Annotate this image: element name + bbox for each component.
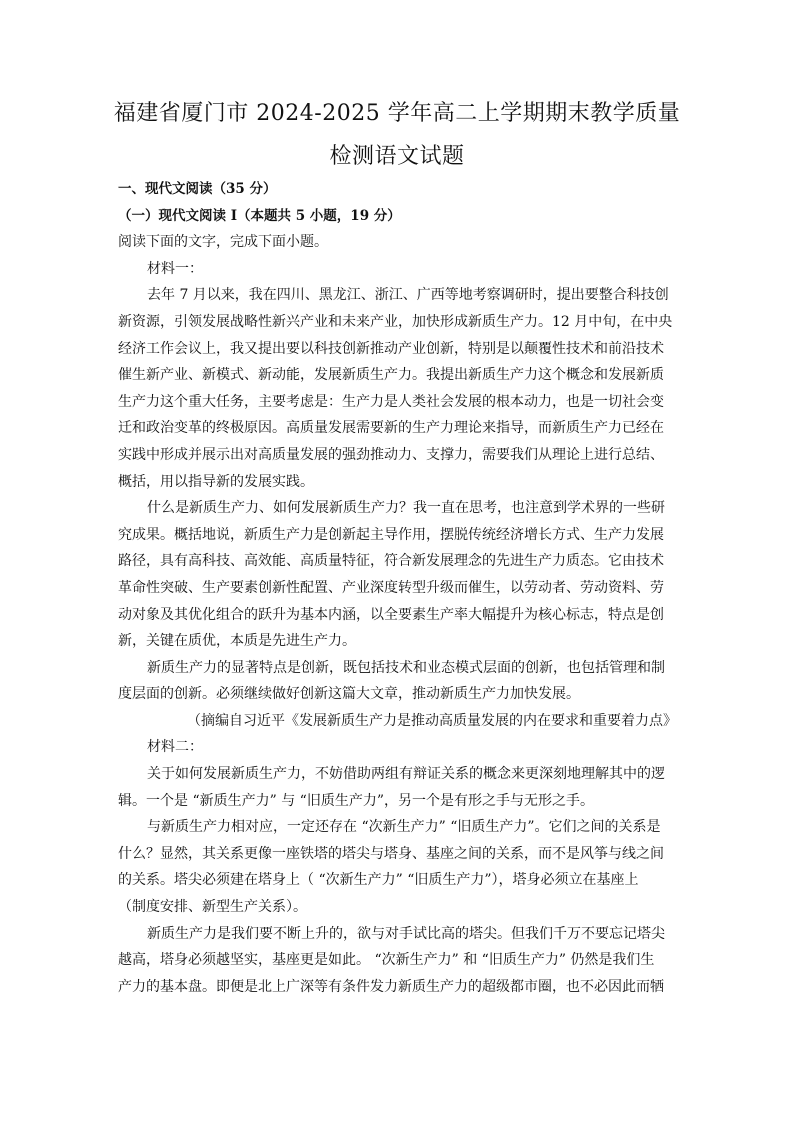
paragraph-line: 路径，具有高科技、高效能、高质量特征，符合新发展理念的先进生产力质态。它由技术 [118,553,664,570]
paragraph-line: 生产力这个重大任务，主要考虑是：生产力是人类社会发展的根本动力，也是一切社会变 [118,393,664,410]
paragraph-line: 催生新产业、新模式、新动能，发展新质生产力。我提出新质生产力这个概念和发展新质 [118,367,664,384]
paragraph-line: 越高，塔身必须越坚实，基座更是如此。 “次新生产力” 和 “旧质生产力” 仍然是我们生 [118,952,655,969]
instruction-text: 阅读下面的文字，完成下面小题。 [118,234,328,251]
paragraph-line: 新质生产力的显著特点是创新，既包括技术和业态模式层面的创新，也包括管理和制 [147,659,665,676]
document-title-line-2: 检测语文试题 [329,144,465,169]
paragraph-line: 什么？显然，其关系更像一座铁塔的塔尖与塔身、基座之间的关系，而不是风筝与线之间 [118,845,664,862]
paragraph-line: 什么是新质生产力、如何发展新质生产力？我一直在思考，也注意到学术界的一些研 [147,500,665,517]
material-label: 材料二： [147,739,203,756]
paragraph-line: 去年 7 月以来，我在四川、黑龙江、浙江、广西等地考察调研时，提出要整合科技创 [147,287,669,304]
paragraph-line: 迁和政治变革的终极原因。高质量发展需要新的生产力理论来指导，而新质生产力已经在 [118,420,664,437]
subsection-heading: （一）现代文阅读 I（本题共 5 小题，19 分） [118,207,401,224]
paragraph-line: 辑。一个是 “新质生产力” 与 “旧质生产力”，另一个是有形之手与无形之手。 [118,792,594,809]
paragraph-line: 新资源，引领发展战略性新兴产业和未来产业，加快形成新质生产力。12 月中旬，在中央 [118,313,673,330]
paragraph-line: 新质生产力是我们要不断上升的，欲与对手试比高的塔尖。但我们千万不要忘记塔尖 [147,925,665,942]
source-citation: （摘编自习近平《发展新质生产力是推动高质量发展的内在要求和重要着力点》 [187,712,677,729]
document-title-line-1: 福建省厦门市 2024-2025 学年高二上学期期末教学质量 [113,101,681,126]
paragraph-line: 新，关键在质优，本质是先进生产力。 [118,633,356,650]
paragraph-line: 与新质生产力相对应，一定还存在 “次新生产力” “旧质生产力”。它们之间的关系是 [147,819,661,836]
paragraph-line: 实践中形成并展示出对高质量发展的强劲推动力、支撑力，需要我们从理论上进行总结、 [118,446,664,463]
paragraph-line: 关于如何发展新质生产力，不妨借助两组有辩证关系的概念来更深刻地理解其中的逻 [147,766,665,783]
paragraph-line: 的关系。塔尖必须建在塔身上（ “次新生产力” “旧质生产力”），塔身必须立在基座上 [118,872,639,889]
material-label: 材料一： [147,260,203,277]
paragraph-line: 概括，用以指导新的发展实践。 [118,473,314,490]
paragraph-line: （制度安排、新型生产关系）。 [118,899,307,916]
paragraph-line: 经济工作会议上，我又提出要以科技创新推动产业创新，特别是以颠覆性技术和前沿技术 [118,340,664,357]
document-body [118,176,678,1000]
paragraph-line: 产力的基本盘。即便是北上广深等有条件发力新质生产力的超级都市圈，也不必因此而牺 [118,978,664,995]
paragraph-line: 究成果。概括地说，新质生产力是创新起主导作用，摆脱传统经济增长方式、生产力发展 [118,526,664,543]
paragraph-line: 革命性突破、生产要素创新性配置、产业深度转型升级而催生，以劳动者、劳动资料、劳 [118,579,664,596]
paragraph-line: 度层面的创新。必须继续做好创新这篇大文章，推动新质生产力加快发展。 [118,686,580,703]
section-heading: 一、现代文阅读（35 分） [118,181,277,197]
paragraph-line: 动对象及其优化组合的跃升为基本内涵，以全要素生产率大幅提升为核心标志，特点是创 [118,606,664,623]
